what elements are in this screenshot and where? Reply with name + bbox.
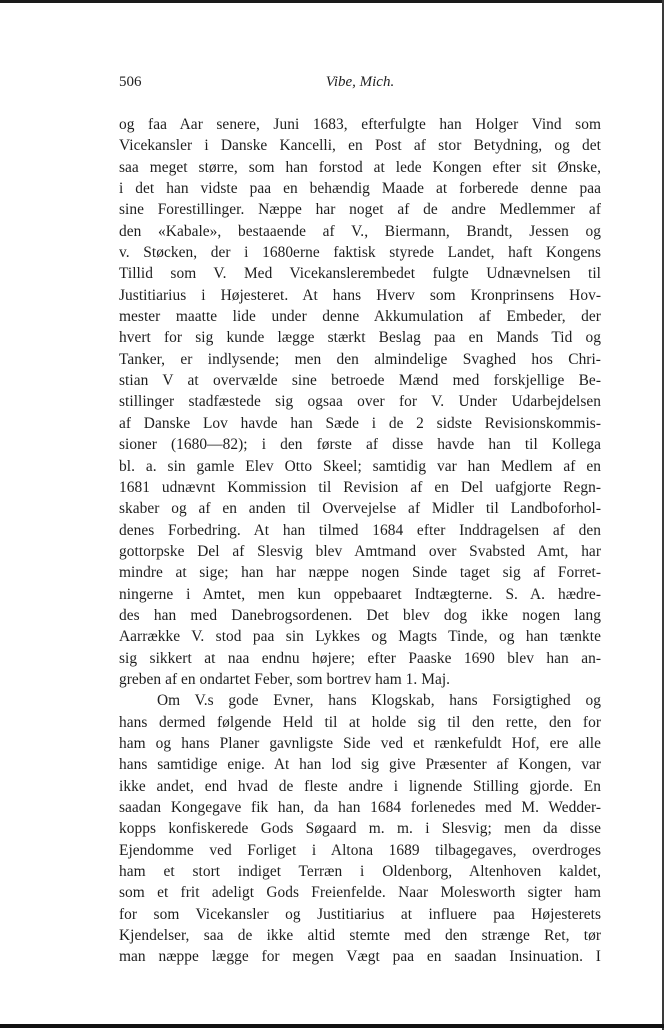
text-line: skaber og af en anden til Overvejelse af Midler til Landboforhol- bbox=[119, 500, 601, 518]
text-line: mester maatte lide under denne Akkumulation af Embeder, der bbox=[119, 308, 601, 326]
text-line: hans samtidige enige. At han lod sig give Præsenter af Kongen, var bbox=[119, 756, 601, 774]
text-line: Justitiarius i Højesteret. At hans Hverv som Kronprinsens Hov- bbox=[119, 286, 601, 304]
text-line: Aarrække V. stod paa sin Lykkes og Magts Tinde, og han tænkte bbox=[119, 628, 601, 646]
text-line: sine Forestillinger. Næppe har noget af de andre Medlemmer af bbox=[119, 201, 601, 219]
running-title: Vibe, Mich. bbox=[325, 74, 395, 90]
text-line: ningerne i Amtet, men kun oppebaaret Indtægterne. S. A. hædre- bbox=[119, 585, 601, 603]
body-text bbox=[119, 114, 601, 968]
text-line: hans dermed følgende Held til at holde sig til den rette, den for bbox=[119, 713, 601, 731]
text-line: ham et stort indiget Terræn i Oldenborg, Altenhoven kaldet, bbox=[119, 863, 601, 881]
text-line: mindre at sige; han har næppe nogen Sinde taget sig af Forret- bbox=[119, 564, 601, 582]
top-border-rule bbox=[0, 0, 664, 3]
text-line: som et frit adeligt Gods Freienfelde. Naar Molesworth sigter ham bbox=[119, 884, 601, 902]
text-line: i det han vidste paa en behændig Maade at forberede denne paa bbox=[119, 180, 601, 198]
text-line: stillinger stadfæstede sig ogsaa over for V. Under Udarbejdelsen bbox=[119, 393, 601, 411]
text-line: sioner (1680—82); i den første af disse havde han til Kollega bbox=[119, 436, 601, 454]
text-line: Tanker, er indlysende; men den almindelige Svaghed hos Chri- bbox=[119, 350, 601, 368]
text-line: 1681 udnævnt Kommission til Revision af en Del uafgjorte Regn- bbox=[119, 478, 601, 496]
page-header bbox=[119, 74, 601, 96]
text-line: greben af en ondartet Feber, som bortrev ham 1. Maj. bbox=[119, 670, 451, 688]
text-line: bl. a. sin gamle Elev Otto Skeel; samtidig var han Medlem af en bbox=[119, 457, 601, 475]
text-line: af Danske Lov havde han Sæde i de 2 sidste Revisionskommis- bbox=[119, 414, 601, 432]
text-line: stian V at overvælde sine betroede Mænd med forskjellige Be- bbox=[119, 372, 601, 390]
text-line: Ejendomme ved Forliget i Altona 1689 tilbagegaves, overdroges bbox=[119, 841, 601, 859]
text-line: Om V.s gode Evner, hans Klogskab, hans Forsigtighed og bbox=[157, 692, 601, 710]
text-line: saadan Kongegave fik han, da han 1684 forlenedes med M. Wedder- bbox=[119, 799, 601, 816]
text-line: saa meget større, som han forstod at lede Kongen efter sit Ønske, bbox=[119, 158, 601, 176]
text-line: ham og hans Planer gavnligste Side ved et rænkefuldt Hof, ere alle bbox=[119, 734, 601, 752]
text-line: hvert for sig kunde lægge stærkt Beslag paa en Mands Tid og bbox=[119, 329, 601, 347]
text-line: sig sikkert at naa endnu højere; efter Paaske 1690 blev han an- bbox=[119, 649, 601, 667]
text-line: des han med Danebrogsordenen. Det blev dog ikke nogen lang bbox=[119, 606, 601, 624]
text-line: Kjendelser, saa de ikke altid stemte med den strænge Ret, tør bbox=[119, 927, 601, 945]
text-line: og faa Aar senere, Juni 1683, efterfulgte han Holger Vind som bbox=[119, 116, 601, 133]
text-line: for som Vicekansler og Justitiarius at influere paa Højesterets bbox=[119, 905, 601, 923]
text-line: ikke andet, end hvad de fleste andre i lignende Stilling gjorde. En bbox=[119, 777, 601, 795]
text-line: kopps konfiskerede Gods Søgaard m. m. i Slesvig; men da disse bbox=[119, 820, 601, 838]
page-number: 506 bbox=[119, 74, 142, 90]
text-line: gottorpske Del af Slesvig blev Amtmand over Svabsted Amt, har bbox=[119, 542, 601, 560]
text-line: Vicekansler i Danske Kancelli, en Post af stor Betydning, og det bbox=[119, 137, 601, 155]
text-line: v. Støcken, der i 1680erne faktisk styrede Landet, haft Kongens bbox=[119, 244, 601, 262]
text-line: den «Kabale», bestaaende af V., Biermann, Brandt, Jessen og bbox=[119, 222, 601, 240]
text-line: denes Forbedring. At han tilmed 1684 efter Inddragelsen af den bbox=[119, 521, 601, 539]
text-line: Tillid som V. Med Vicekanslerembedet fulgte Udnævnelsen til bbox=[119, 265, 601, 283]
text-line: man næppe lægge for megen Vægt paa en saadan Insinuation. I bbox=[119, 948, 601, 966]
bottom-border-rule bbox=[0, 1024, 664, 1028]
